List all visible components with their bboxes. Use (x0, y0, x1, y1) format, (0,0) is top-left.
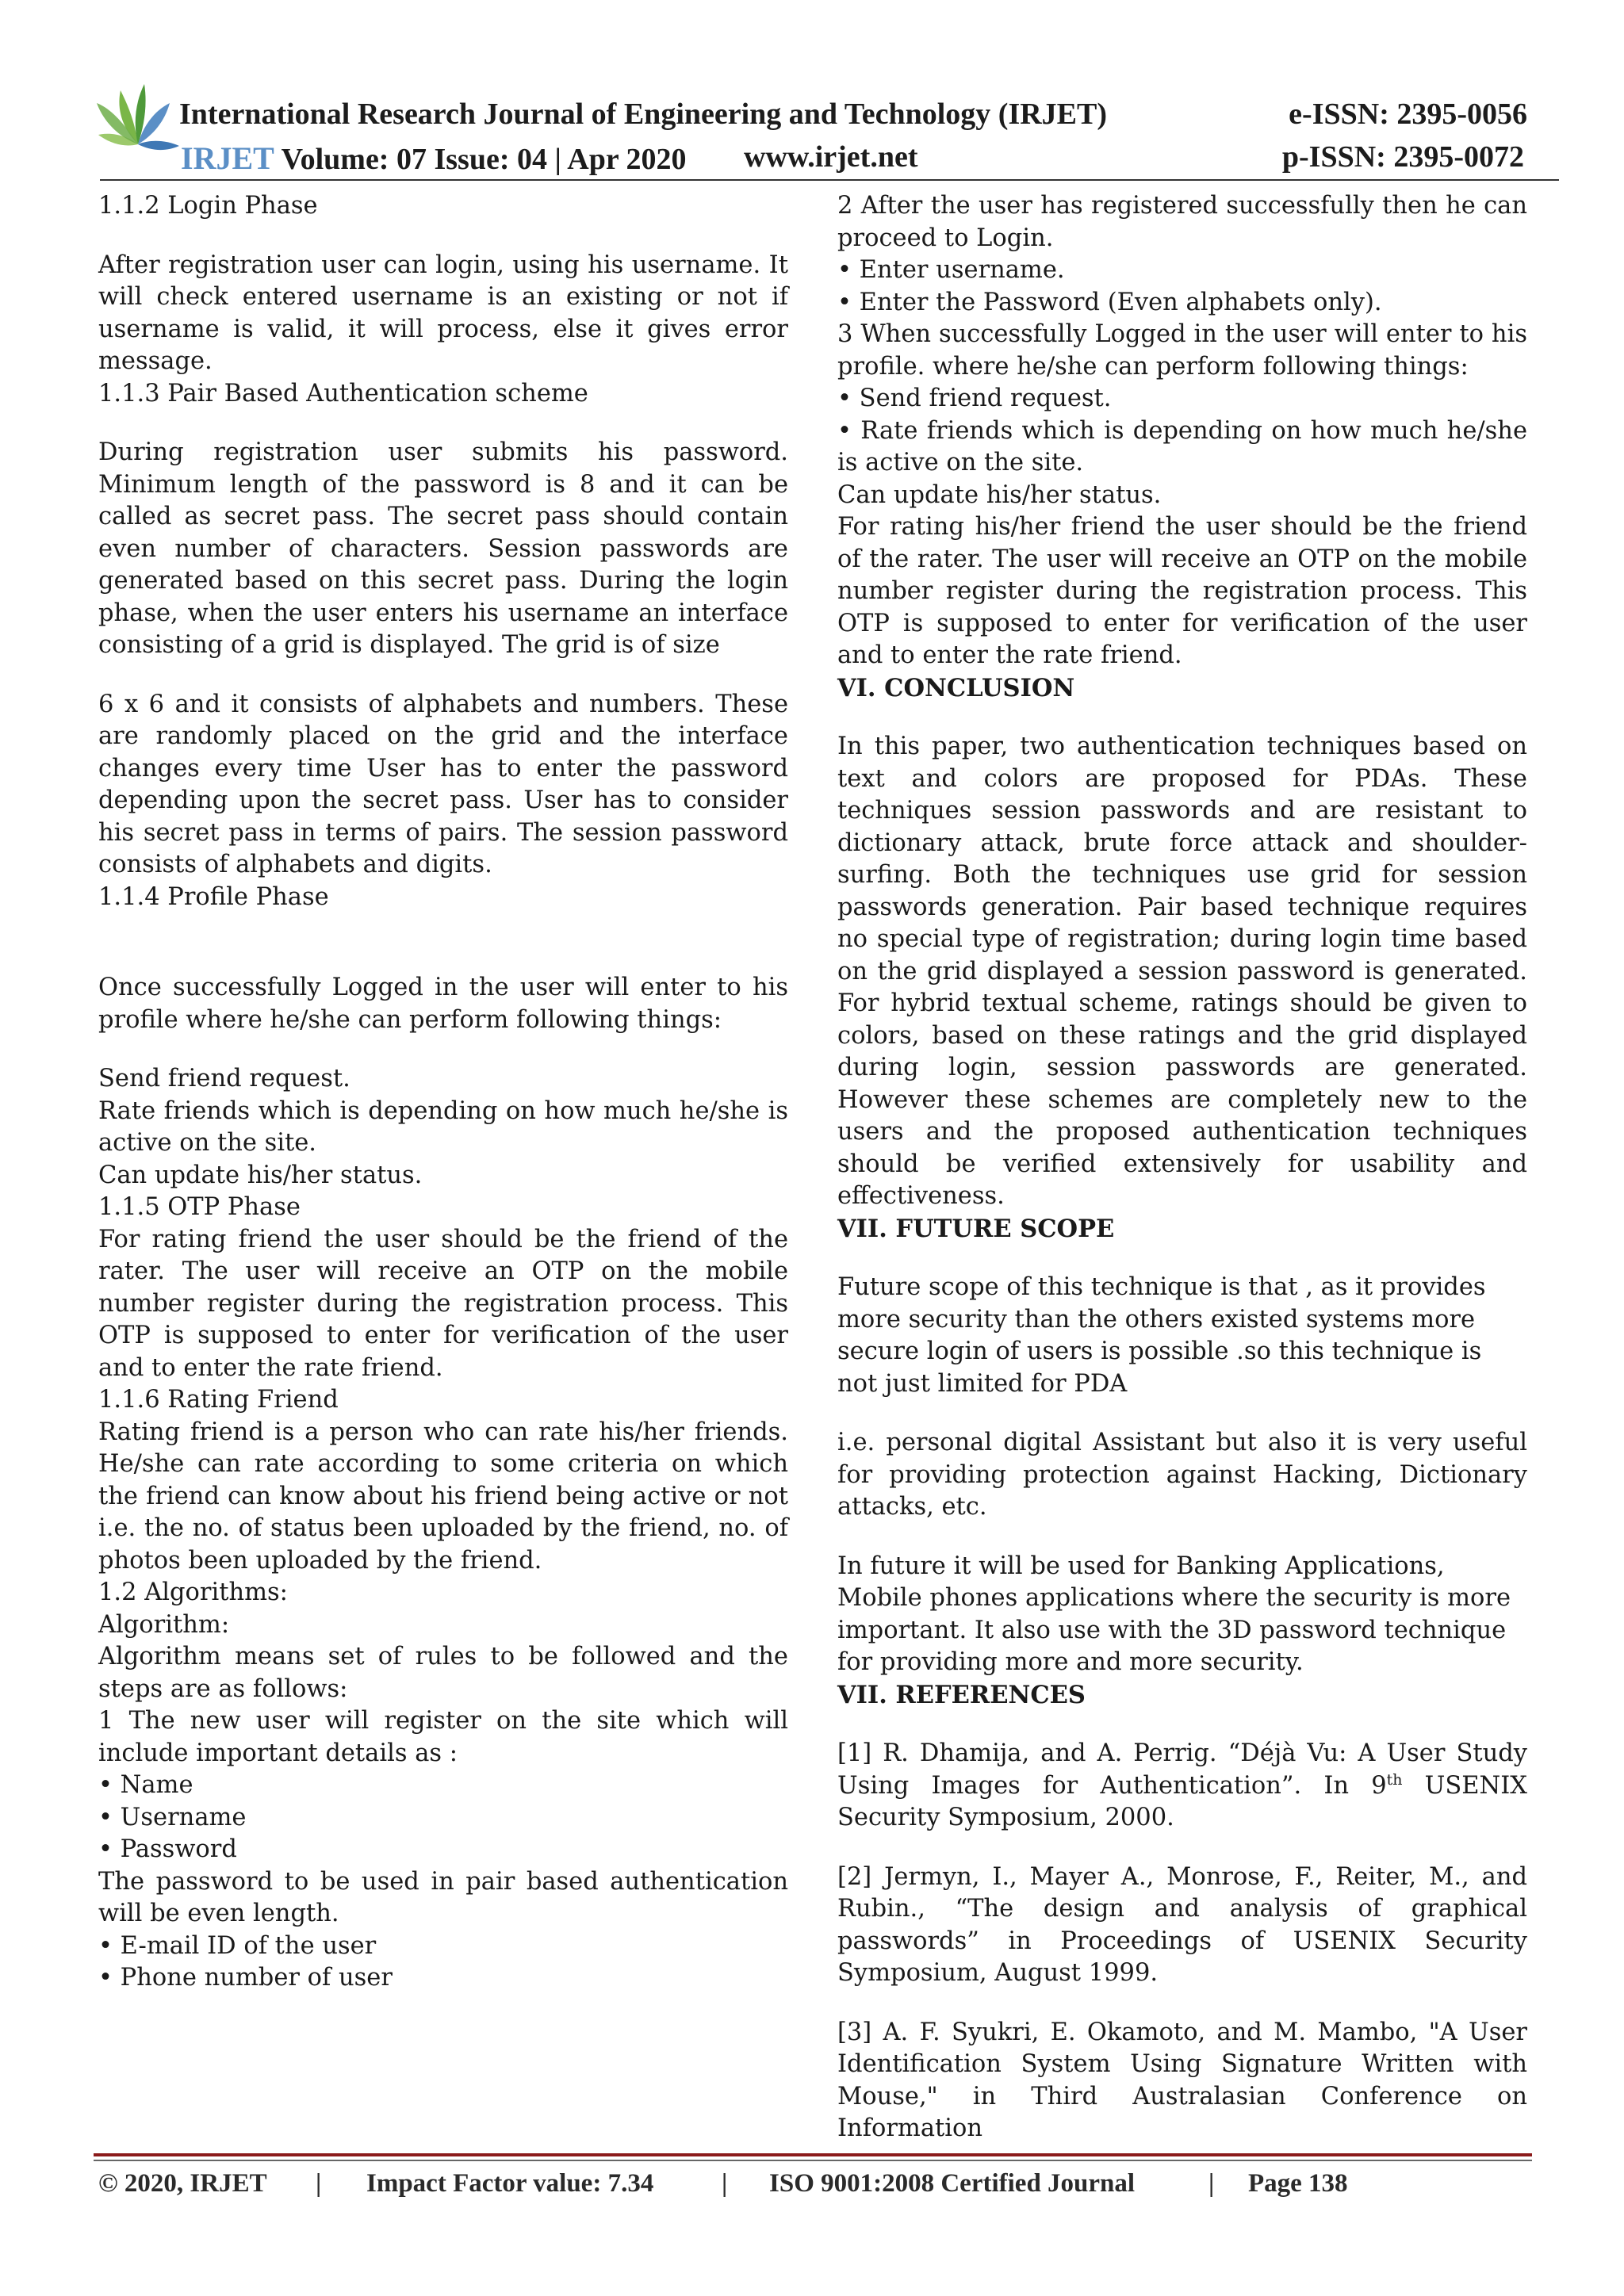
paragraph-otp-phase: For rating friend the user should be the friend of the rater. The user will receive an OTP on the mobile number register during the registration process. This OTP is supposed to enter for verification of the user and to enter the rate friend. (98, 1225, 788, 1382)
volume-text: Volume: 07 Issue: 04 | Apr 2020 (281, 143, 687, 176)
password-note: The password to be used in pair based authentication will be even length. (98, 1867, 788, 1927)
paragraph-login-phase: After registration user can login, using his username. It will check entered username is an existing or not if username is valid, it will process, else it gives error message. (98, 251, 788, 375)
left-column (98, 190, 788, 1995)
list-item: • Phone number of user (98, 1964, 393, 1992)
paragraph-future-scope-2: i.e. personal digital Assistant but also it is very useful for providing protection against Hacking, Dictionary attacks, etc. (837, 1429, 1527, 1521)
list-item: Rate friends which is depending on how much he/she is active on the site. (98, 1096, 788, 1157)
paragraph-rating-friend: Rating friend is a person who can rate his/her friends. He/she can rate according to some criteria on which the friend can know about his friend being active or not i.e. the no. of status been uploaded by the friend, no. of photos been uploaded by the friend. (98, 1418, 788, 1575)
footer-page-number: Page 138 (1248, 2169, 1348, 2198)
section-title-algorithms: 1.2 Algorithms: (98, 1578, 288, 1606)
footer-divider-red (94, 2153, 1532, 2156)
list-item: • Password (98, 1835, 237, 1863)
algorithm-step-2: 2 After the user has registered successfully then he can proceed to Login. (837, 192, 1527, 252)
list-item: • Send friend request. (837, 385, 1112, 412)
paragraph-rating-otp: For rating his/her friend the user should be the friend of the rater. The user will receive an OTP on the mobile number register during the registration process. This OTP is supposed to enter for verification of the user and to enter the rate friend. (837, 513, 1527, 669)
list-item: Can update his/her status. (837, 480, 1162, 509)
section-title-future-scope: VII. FUTURE SCOPE (837, 1214, 1115, 1243)
footer-separator: | (722, 2169, 728, 2198)
page-header (94, 76, 1553, 179)
footer-iso: ISO 9001:2008 Certified Journal (769, 2169, 1136, 2198)
header-row-top (94, 97, 1553, 135)
list-item: • Enter username. (837, 256, 1065, 284)
logo-text: IRJET (181, 140, 274, 176)
p-issn: p-ISSN: 2395-0072 (1281, 140, 1524, 174)
section-title-login-phase: 1.1.2 Login Phase (98, 192, 318, 220)
list-item: • Rate friends which is depending on how much he/she is active on the site. (837, 416, 1527, 476)
section-title-rating-friend: 1.1.6 Rating Friend (98, 1386, 339, 1414)
paragraph-algorithm: Algorithm means set of rules to be followed and the steps are as follows: (98, 1643, 788, 1703)
section-title-otp-phase: 1.1.5 OTP Phase (98, 1193, 301, 1221)
algorithm-step-1: 1 The new user will register on the site which will include important details as : (98, 1707, 788, 1767)
e-issn: e-ISSN: 2395-0056 (1289, 98, 1527, 131)
footer-copyright: © 2020, IRJET (98, 2169, 267, 2198)
algorithm-label: Algorithm: (98, 1610, 230, 1639)
header-divider (100, 179, 1559, 181)
list-item: • E-mail ID of the user (98, 1931, 377, 1960)
paragraph-pair-based-2: 6 x 6 and it consists of alphabets and numbers. These are randomly placed on the grid and the interface changes every time User has to enter the password depending upon the secret pass. User has to consider his secret pass in terms of pairs. The session password consists of alphabets and digits. (98, 690, 788, 878)
list-item: Send friend request. (98, 1065, 350, 1093)
reference-2: [2] Jermyn, I., Mayer A., Monrose, F., Reiter, M., and Rubin., “The design and analysis of graphical passwords” in Proceedings of USENIX Security Symposium, August 1999. (837, 1862, 1527, 1987)
reference-3: [3] A. F. Syukri, E. Okamoto, and M. Mambo, "A User Identification System Using Signature Written with Mouse," in Third Australasian Conference on Information (837, 2018, 1527, 2142)
header-row-bottom (94, 140, 1553, 178)
list-item: • Enter the Password (Even alphabets only). (837, 288, 1382, 316)
paragraph-profile-phase: Once successfully Logged in the user will enter to his profile where he/she can perform following things: (98, 974, 788, 1034)
section-title-conclusion: VI. CONCLUSION (837, 673, 1075, 702)
website-link[interactable]: www.irjet.net (744, 140, 918, 174)
section-title-pair-based: 1.1.3 Pair Based Authentication scheme (98, 379, 588, 408)
paragraph-future-scope-3: In future it will be used for Banking Applications, Mobile phones applications where the security is more important. It also use with the 3D password technique for providing more and more security. (837, 1552, 1511, 1676)
footer-impact-factor: Impact Factor value: 7.34 (366, 2169, 654, 2198)
paragraph-conclusion: In this paper, two authentication techniques based on text and colors are proposed for PDAs. These techniques session passwords and are resistant to dictionary attack, brute force attack and shoulder-surfing. Both the techniques use grid for session passwords generation. Pair based technique requires no special type of registration; during login time based on the grid displayed a session password is generated. For hybrid textual scheme, ratings should be given to colors, based on these ratings and the grid displayed during login, session passwords are generated. However these schemes are completely new to the users and the proposed authentication techniques should be verified extensively for usability and effectiveness. (837, 733, 1527, 1210)
reference-1-text-a: [1] R. Dhamija, and A. Perrig. “Déjà Vu: A User Study Using Images for Authentication”. In 9 (837, 1739, 1527, 1800)
paragraph-pair-based-1: During registration user submits his password. Minimum length of the password is 8 and it can be called as secret pass. The secret pass should contain even number of characters. Session passwords are generated based on this secret pass. During the login phase, when the user enters his username an interface consisting of a grid is displayed. The grid is of size (98, 438, 788, 659)
footer-separator: | (1208, 2169, 1215, 2198)
list-item: • Name (98, 1771, 193, 1799)
section-title-profile-phase: 1.1.4 Profile Phase (98, 882, 329, 911)
paragraph-future-scope-1: Future scope of this technique is that , as it provides more security than the others existed systems more secure login of users is possible .so this technique is not just limited for PDA (837, 1273, 1486, 1398)
section-title-references: VII. REFERENCES (837, 1680, 1086, 1709)
right-column (837, 190, 1527, 2145)
reference-1-text-b: USENIX Security Symposium, 2000. (837, 1771, 1527, 1831)
reference-1 (837, 1738, 1527, 1835)
footer-divider-gray (94, 2160, 1532, 2161)
reference-1-sup: th (1386, 1770, 1403, 1789)
list-item: Can update his/her status. (98, 1161, 423, 1189)
volume-issue (181, 140, 687, 177)
list-item: • Username (98, 1803, 247, 1831)
journal-title: International Research Journal of Engineering and Technology (IRJET) (179, 98, 1108, 131)
algorithm-step-3: 3 When successfully Logged in the user will enter to his profile. where he/she can perform following things: (837, 320, 1527, 381)
footer-separator: | (316, 2169, 322, 2198)
